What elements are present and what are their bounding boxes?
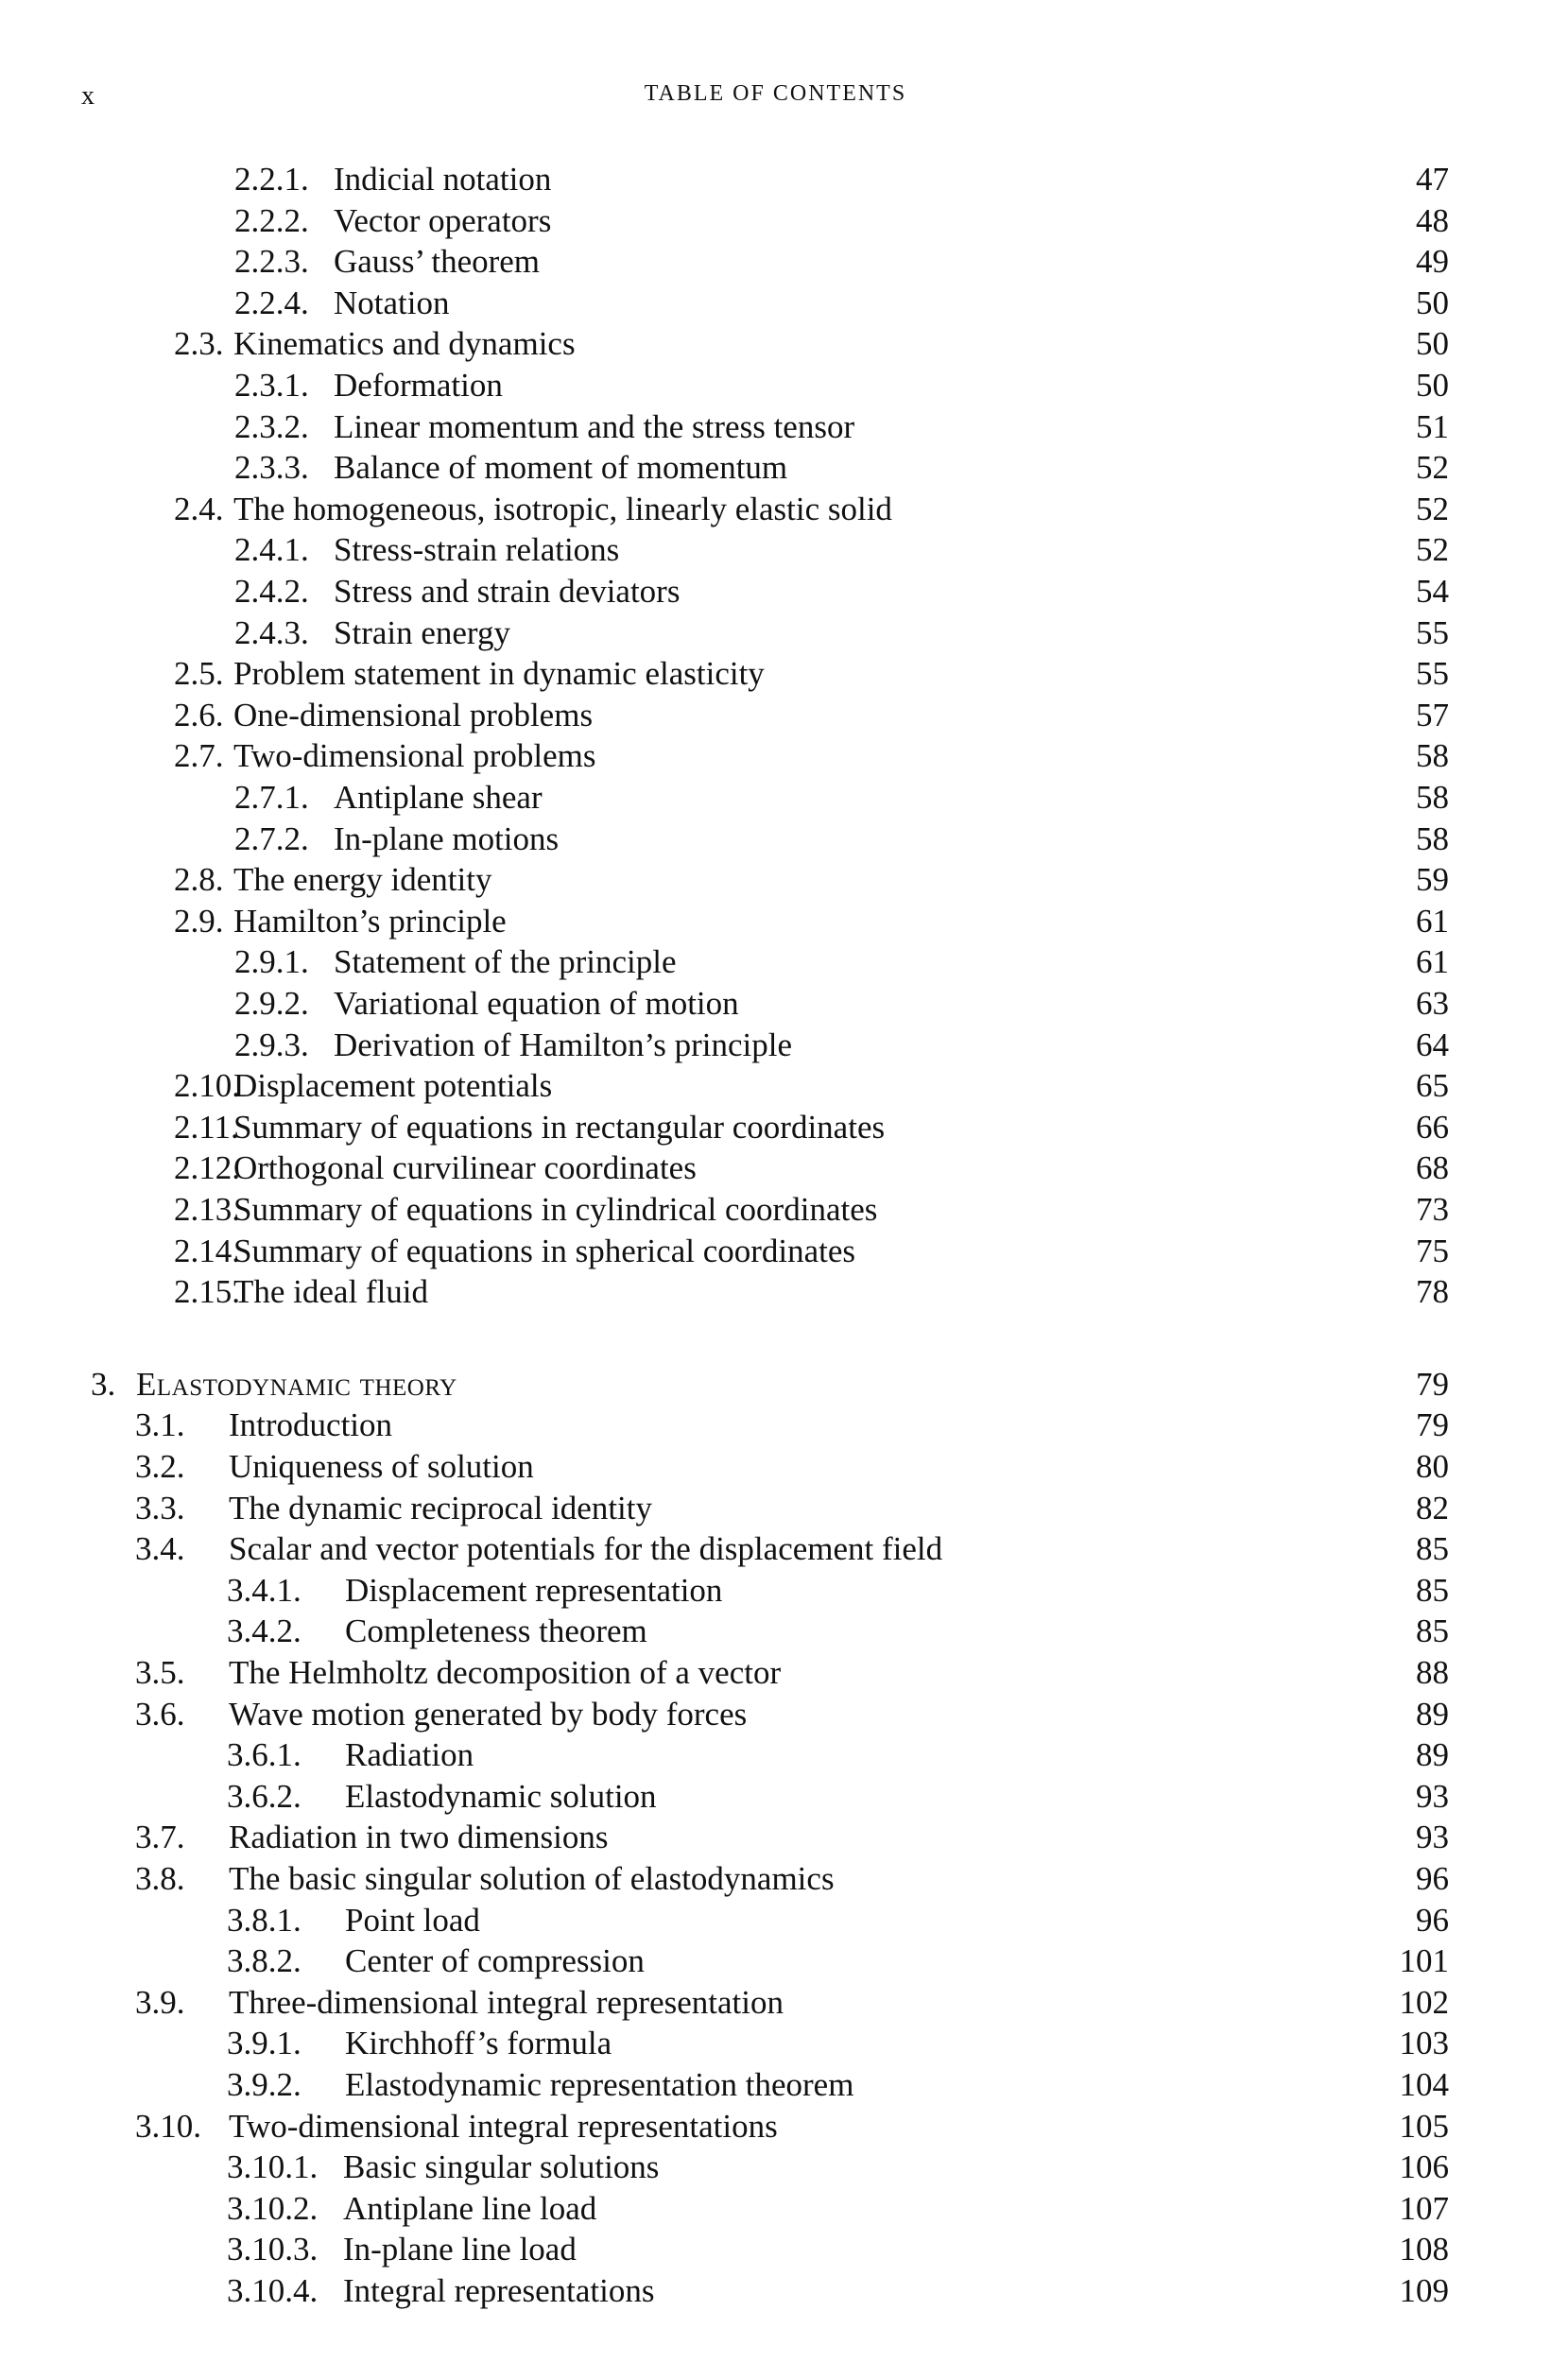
toc-section-entry — [0, 323, 1551, 365]
toc-section-entry — [0, 1817, 1551, 1858]
entry-page-number: 80 — [1416, 1448, 1449, 1485]
entry-title: Summary of equations in cylindrical coordinates — [233, 1191, 878, 1228]
entry-title: Integral representations — [343, 2272, 655, 2309]
toc-section-entry — [0, 1858, 1551, 1900]
entry-page-number: 79 — [1416, 1365, 1449, 1403]
entry-number: 2.4.3. — [234, 613, 309, 651]
entry-number: 2.7. — [174, 737, 224, 775]
entry-number: 2.4.2. — [234, 573, 309, 610]
page-number: x — [81, 81, 95, 111]
entry-title: Deformation — [334, 367, 503, 404]
toc-subsection-entry — [0, 777, 1551, 819]
entry-title: In-plane motions — [334, 819, 560, 857]
entry-title: Elastodynamic theory — [136, 1365, 457, 1403]
entry-title: Vector operators — [334, 201, 552, 239]
entry-page-number: 49 — [1416, 243, 1449, 281]
entry-page-number: 109 — [1399, 2272, 1449, 2309]
entry-number: 3.4.1. — [227, 1571, 302, 1609]
entry-number: 2.2.3. — [234, 243, 309, 281]
entry-page-number: 96 — [1416, 1860, 1449, 1897]
entry-page-number: 85 — [1416, 1613, 1449, 1650]
entry-number: 3.3. — [135, 1489, 185, 1526]
entry-number: 2.9.1. — [234, 943, 309, 981]
entry-page-number: 89 — [1416, 1736, 1449, 1774]
entry-title: The homogeneous, isotropic, linearly elastic solid — [233, 490, 892, 527]
entry-page-number: 104 — [1399, 2066, 1449, 2103]
entry-number: 2.3.2. — [234, 407, 309, 445]
entry-title: Basic singular solutions — [343, 2148, 660, 2186]
entry-number: 3.10. — [135, 2107, 201, 2145]
entry-page-number: 50 — [1416, 284, 1449, 321]
entry-title: Summary of equations in rectangular coordinates — [233, 1108, 886, 1146]
entry-title: Kinematics and dynamics — [233, 325, 576, 363]
entry-page-number: 103 — [1399, 2025, 1449, 2062]
entry-page-number: 65 — [1416, 1067, 1449, 1105]
toc-subsection-entry — [0, 447, 1551, 489]
entry-number: 3.6.1. — [227, 1736, 302, 1774]
entry-number: 2.3.1. — [234, 367, 309, 404]
entry-title: Three-dimensional integral representation — [229, 1983, 784, 2021]
toc-subsection-entry — [0, 159, 1551, 200]
entry-number: 2.9. — [174, 902, 224, 940]
entry-title: Problem statement in dynamic elasticity — [233, 655, 765, 693]
toc-section-entry — [0, 1189, 1551, 1231]
entry-title: Linear momentum and the stress tensor — [334, 407, 855, 445]
entry-page-number: 52 — [1416, 490, 1449, 527]
entry-number: 2.5. — [174, 655, 224, 693]
toc-subsection-entry — [0, 1940, 1551, 1982]
entry-title: Balance of moment of momentum — [334, 449, 788, 487]
entry-title: One-dimensional problems — [233, 696, 594, 733]
entry-number: 2.12. — [174, 1149, 240, 1187]
entry-page-number: 58 — [1416, 737, 1449, 775]
toc-subsection-entry — [0, 819, 1551, 860]
entry-title: Derivation of Hamilton’s principle — [334, 1026, 793, 1063]
entry-page-number: 108 — [1399, 2231, 1449, 2268]
entry-number: 2.14. — [174, 1232, 240, 1269]
entry-number: 2.2.4. — [234, 284, 309, 321]
entry-number: 2.7.1. — [234, 779, 309, 816]
entry-number: 2.15. — [174, 1273, 240, 1311]
entry-number: 3.8. — [135, 1860, 185, 1897]
entry-number: 3.1. — [135, 1406, 185, 1444]
entry-page-number: 93 — [1416, 1819, 1449, 1856]
entry-number: 3.10.1. — [227, 2148, 319, 2186]
entry-page-number: 64 — [1416, 1026, 1449, 1063]
toc-section-entry — [0, 1652, 1551, 1694]
entry-title: Displacement representation — [345, 1571, 723, 1609]
toc-section-entry — [0, 859, 1551, 901]
toc-section-entry — [0, 1446, 1551, 1488]
entry-number: 2.9.2. — [234, 985, 309, 1022]
entry-title: Strain energy — [334, 613, 510, 651]
entry-number: 3.8.2. — [227, 1942, 302, 1980]
toc-section-entry — [0, 1147, 1551, 1189]
toc-section-entry — [0, 901, 1551, 942]
toc-section-entry — [0, 1982, 1551, 2024]
entry-page-number: 101 — [1399, 1942, 1449, 1980]
toc-subsection-entry — [0, 283, 1551, 324]
entry-page-number: 52 — [1416, 531, 1449, 569]
entry-number: 2.3.3. — [234, 449, 309, 487]
entry-title: The dynamic reciprocal identity — [229, 1489, 653, 1526]
entry-title: Gauss’ theorem — [334, 243, 541, 281]
toc-subsection-entry — [0, 1776, 1551, 1818]
toc-section-entry — [0, 1488, 1551, 1529]
toc-subsection-entry — [0, 241, 1551, 283]
entry-title: Displacement potentials — [233, 1067, 553, 1105]
toc-subsection-entry — [0, 2229, 1551, 2270]
entry-title: The energy identity — [233, 861, 492, 899]
entry-number: 2.4. — [174, 490, 224, 527]
entry-number: 3.10.3. — [227, 2231, 319, 2268]
toc-subsection-entry — [0, 365, 1551, 406]
toc-subsection-entry — [0, 1734, 1551, 1776]
entry-page-number: 47 — [1416, 161, 1449, 198]
toc-subsection-entry — [0, 941, 1551, 983]
entry-number: 3.10.4. — [227, 2272, 319, 2309]
entry-page-number: 48 — [1416, 201, 1449, 239]
entry-number: 2.10. — [174, 1067, 240, 1105]
entry-number: 2.9.3. — [234, 1026, 309, 1063]
entry-number: 3.9. — [135, 1983, 185, 2021]
toc-section-entry — [0, 489, 1551, 530]
entry-title: Antiplane line load — [343, 2189, 597, 2227]
entry-title: The ideal fluid — [233, 1273, 429, 1311]
entry-page-number: 68 — [1416, 1149, 1449, 1187]
entry-number: 3.7. — [135, 1819, 185, 1856]
entry-page-number: 79 — [1416, 1406, 1449, 1444]
toc-subsection-entry — [0, 983, 1551, 1025]
toc-section-entry — [0, 1271, 1551, 1313]
entry-page-number: 93 — [1416, 1777, 1449, 1815]
entry-page-number: 107 — [1399, 2189, 1449, 2227]
entry-number: 2.13. — [174, 1191, 240, 1228]
entry-number: 2.7.2. — [234, 819, 309, 857]
toc-section-entry — [0, 1231, 1551, 1272]
entry-page-number: 55 — [1416, 613, 1449, 651]
running-head — [0, 78, 1551, 115]
toc-subsection-entry — [0, 2023, 1551, 2064]
entry-page-number: 96 — [1416, 1901, 1449, 1939]
entry-title: Notation — [334, 284, 450, 321]
entry-page-number: 50 — [1416, 367, 1449, 404]
toc-subsection-entry — [0, 1025, 1551, 1066]
entry-number: 3. — [91, 1365, 116, 1403]
toc-section-entry — [0, 653, 1551, 695]
entry-page-number: 63 — [1416, 985, 1449, 1022]
entry-title: Scalar and vector potentials for the displacement field — [229, 1530, 943, 1568]
entry-number: 3.9.1. — [227, 2025, 302, 2062]
entry-page-number: 73 — [1416, 1191, 1449, 1228]
entry-title: Radiation — [345, 1736, 474, 1774]
toc-subsection-entry — [0, 2064, 1551, 2106]
running-head-title: TABLE OF CONTENTS — [644, 81, 907, 106]
entry-page-number: 88 — [1416, 1654, 1449, 1691]
entry-page-number: 106 — [1399, 2148, 1449, 2186]
entry-title: Point load — [345, 1901, 480, 1939]
entry-page-number: 54 — [1416, 573, 1449, 610]
entry-page-number: 51 — [1416, 407, 1449, 445]
entry-title: Radiation in two dimensions — [229, 1819, 609, 1856]
toc-subsection-entry — [0, 2270, 1551, 2312]
entry-title: Variational equation of motion — [334, 985, 739, 1022]
entry-title: Center of compression — [345, 1942, 645, 1980]
entry-title: Introduction — [229, 1406, 393, 1444]
entry-number: 2.6. — [174, 696, 224, 733]
toc-subsection-entry — [0, 2188, 1551, 2230]
entry-title: Two-dimensional problems — [233, 737, 596, 775]
toc-subsection-entry — [0, 529, 1551, 571]
entry-page-number: 89 — [1416, 1695, 1449, 1733]
toc-subsection-entry — [0, 200, 1551, 242]
entry-title: Indicial notation — [334, 161, 552, 198]
entry-page-number: 82 — [1416, 1489, 1449, 1526]
entry-number: 3.6.2. — [227, 1777, 302, 1815]
entry-title: Completeness theorem — [345, 1613, 647, 1650]
entry-title: Antiplane shear — [334, 779, 543, 816]
entry-title: Hamilton’s principle — [233, 902, 507, 940]
entry-page-number: 55 — [1416, 655, 1449, 693]
entry-number: 3.10.2. — [227, 2189, 319, 2227]
entry-title: Stress and strain deviators — [334, 573, 681, 610]
entry-number: 2.4.1. — [234, 531, 309, 569]
entry-number: 3.8.1. — [227, 1901, 302, 1939]
entry-page-number: 102 — [1399, 1983, 1449, 2021]
entry-title: The Helmholtz decomposition of a vector — [229, 1654, 782, 1691]
entry-page-number: 58 — [1416, 779, 1449, 816]
toc-section-entry — [0, 735, 1551, 777]
entry-page-number: 85 — [1416, 1571, 1449, 1609]
entry-page-number: 58 — [1416, 819, 1449, 857]
toc-subsection-entry — [0, 406, 1551, 448]
entry-title: Stress-strain relations — [334, 531, 620, 569]
entry-page-number: 50 — [1416, 325, 1449, 363]
entry-number: 3.4. — [135, 1530, 185, 1568]
toc-subsection-entry — [0, 1900, 1551, 1941]
entry-page-number: 52 — [1416, 449, 1449, 487]
entry-page-number: 61 — [1416, 943, 1449, 981]
toc-chapter-entry — [0, 1364, 1551, 1406]
entry-page-number: 59 — [1416, 861, 1449, 899]
toc-subsection-entry — [0, 1570, 1551, 1612]
toc-subsection-entry — [0, 612, 1551, 654]
toc-section-entry — [0, 2106, 1551, 2147]
entry-title: Two-dimensional integral representations — [229, 2107, 778, 2145]
toc-section-entry — [0, 1528, 1551, 1570]
entry-title: Elastodynamic representation theorem — [345, 2066, 854, 2103]
toc-section-entry — [0, 1405, 1551, 1446]
entry-number: 3.4.2. — [227, 1613, 302, 1650]
entry-title: Kirchhoff’s formula — [345, 2025, 612, 2062]
entry-number: 2.2.1. — [234, 161, 309, 198]
toc-section-entry — [0, 695, 1551, 736]
toc-section-entry — [0, 1107, 1551, 1148]
entry-page-number: 78 — [1416, 1273, 1449, 1311]
toc-subsection-entry — [0, 2147, 1551, 2188]
entry-number: 2.11. — [174, 1108, 239, 1146]
entry-number: 2.8. — [174, 861, 224, 899]
toc-section-entry — [0, 1065, 1551, 1107]
entry-title: Elastodynamic solution — [345, 1777, 657, 1815]
entry-title: The basic singular solution of elastodynamics — [229, 1860, 835, 1897]
entry-title: Orthogonal curvilinear coordinates — [233, 1149, 697, 1187]
entry-page-number: 61 — [1416, 902, 1449, 940]
entry-number: 3.2. — [135, 1448, 185, 1485]
entry-page-number: 66 — [1416, 1108, 1449, 1146]
entry-page-number: 57 — [1416, 696, 1449, 733]
entry-title: Statement of the principle — [334, 943, 677, 981]
toc-section-entry — [0, 1694, 1551, 1735]
entry-title: Uniqueness of solution — [229, 1448, 534, 1485]
entry-page-number: 85 — [1416, 1530, 1449, 1568]
entry-page-number: 75 — [1416, 1232, 1449, 1269]
entry-number: 2.3. — [174, 325, 224, 363]
entry-number: 2.2.2. — [234, 201, 309, 239]
toc-subsection-entry — [0, 571, 1551, 612]
entry-number: 3.6. — [135, 1695, 185, 1733]
entry-title: Summary of equations in spherical coordinates — [233, 1232, 856, 1269]
entry-page-number: 105 — [1399, 2107, 1449, 2145]
entry-number: 3.9.2. — [227, 2066, 302, 2103]
entry-title: Wave motion generated by body forces — [229, 1695, 748, 1733]
entry-number: 3.5. — [135, 1654, 185, 1691]
entry-title: In-plane line load — [343, 2231, 577, 2268]
toc-subsection-entry — [0, 1611, 1551, 1652]
